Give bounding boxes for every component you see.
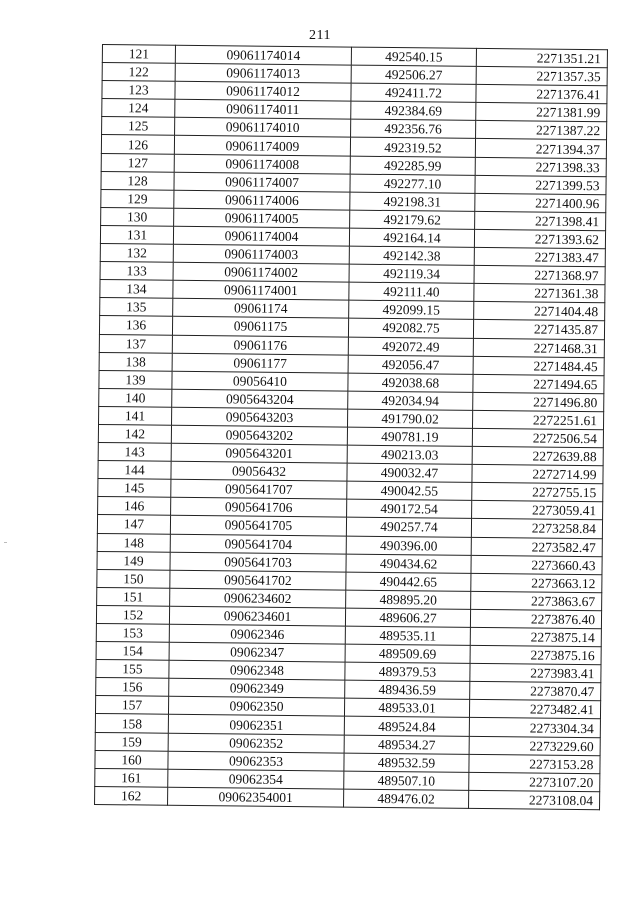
y-coordinate-cell: 2271387.22 [476,121,607,140]
y-coordinate-cell: 2271376.41 [476,85,607,104]
point-code-cell: 09061174011 [175,100,351,120]
row-number-cell: 140 [99,388,172,407]
row-number-cell: 144 [98,461,171,480]
point-code-cell: 09062346 [169,624,345,644]
y-coordinate-cell: 2272639.88 [472,446,603,465]
y-coordinate-cell: 2272755.15 [472,483,603,502]
row-number-cell: 162 [95,786,168,805]
point-code-cell: 09062349 [169,679,345,699]
x-coordinate-cell: 492277.10 [350,174,475,193]
x-coordinate-cell: 489533.01 [344,698,469,717]
point-code-cell: 09061174005 [174,208,350,228]
row-number-cell: 143 [98,443,171,462]
x-coordinate-cell: 489379.53 [345,662,470,681]
point-code-cell: 09061175 [172,317,348,337]
row-number-cell: 137 [99,334,172,353]
point-code-cell: 0905643203 [172,407,348,427]
y-coordinate-cell: 2271494.65 [473,374,604,393]
row-number-cell: 159 [95,732,168,751]
point-code-cell: 09062351 [168,715,344,735]
point-code-cell: 09061174008 [174,154,350,174]
x-coordinate-cell: 490172.54 [347,499,472,518]
point-code-cell: 09061174002 [173,262,349,282]
row-number-cell: 150 [97,569,170,588]
x-coordinate-cell: 489507.10 [344,771,469,790]
point-code-cell: 09062347 [169,642,345,662]
scan-speck [4,542,7,543]
row-number-cell: 155 [96,660,169,679]
x-coordinate-cell: 492356.76 [351,119,476,138]
y-coordinate-cell: 2271393.62 [474,229,605,248]
table-body [95,45,608,810]
x-coordinate-cell: 492056.47 [348,355,473,374]
x-coordinate-cell: 492179.62 [350,210,475,229]
x-coordinate-cell: 492285.99 [350,156,475,175]
point-code-cell: 09061174 [173,299,349,319]
coordinate-table [94,44,608,810]
point-code-cell: 0905641707 [171,479,347,499]
x-coordinate-cell: 492164.14 [349,228,474,247]
row-number-cell: 126 [101,135,174,154]
row-number-cell: 128 [101,171,174,190]
x-coordinate-cell: 492506.27 [351,65,476,84]
point-code-cell: 0905641702 [170,570,346,590]
row-number-cell: 160 [95,750,168,769]
row-number-cell: 134 [100,280,173,299]
row-number-cell: 146 [98,497,171,516]
y-coordinate-cell: 2271351.21 [476,48,607,67]
y-coordinate-cell: 2273983.41 [470,664,601,683]
point-code-cell: 09056410 [172,371,348,391]
y-coordinate-cell: 2271398.41 [475,211,606,230]
point-code-cell: 0905643202 [171,425,347,445]
y-coordinate-cell: 2273876.40 [470,609,601,628]
x-coordinate-cell: 492099.15 [349,300,474,319]
row-number-cell: 149 [97,551,170,570]
y-coordinate-cell: 2271357.35 [476,67,607,86]
x-coordinate-cell: 489606.27 [345,608,470,627]
row-number-cell: 156 [96,678,169,697]
y-coordinate-cell: 2273875.14 [470,627,601,646]
point-code-cell: 0905641703 [170,552,346,572]
y-coordinate-cell: 2273229.60 [469,736,600,755]
row-number-cell: 161 [95,768,168,787]
x-coordinate-cell: 489534.27 [344,735,469,754]
row-number-cell: 141 [99,406,172,425]
row-number-cell: 157 [95,696,168,715]
y-coordinate-cell: 2271496.80 [473,392,604,411]
x-coordinate-cell: 490042.55 [347,481,472,500]
y-coordinate-cell: 2271394.37 [475,139,606,158]
y-coordinate-cell: 2271404.48 [474,302,605,321]
row-number-cell: 154 [96,642,169,661]
x-coordinate-cell: 492072.49 [348,337,473,356]
row-number-cell: 122 [102,63,175,82]
y-coordinate-cell: 2271400.96 [475,193,606,212]
x-coordinate-cell: 492119.34 [349,264,474,283]
y-coordinate-cell: 2273059.41 [472,501,603,520]
y-coordinate-cell: 2273482.41 [469,700,600,719]
point-code-cell: 0906234602 [170,588,346,608]
row-number-cell: 121 [102,45,175,64]
row-number-cell: 152 [96,605,169,624]
point-code-cell: 09061176 [172,335,348,355]
row-number-cell: 142 [98,424,171,443]
row-number-cell: 136 [99,316,172,335]
row-number-cell: 127 [101,153,174,172]
row-number-cell: 129 [101,189,174,208]
point-code-cell: 09062352 [168,733,344,753]
row-number-cell: 147 [97,515,170,534]
point-code-cell: 09061177 [172,353,348,373]
point-code-cell: 09062348 [169,660,345,680]
y-coordinate-cell: 2273107.20 [469,772,600,791]
y-coordinate-cell: 2273258.84 [471,519,602,538]
x-coordinate-cell: 492411.72 [351,83,476,102]
point-code-cell: 09062353 [168,751,344,771]
row-number-cell: 124 [102,99,175,118]
y-coordinate-cell: 2273582.47 [471,537,602,556]
y-coordinate-cell: 2271468.31 [473,338,604,357]
point-code-cell: 09061174007 [174,172,350,192]
point-code-cell: 0905641706 [171,498,347,518]
y-coordinate-cell: 2271399.53 [475,175,606,194]
point-code-cell: 09061174013 [175,63,351,83]
x-coordinate-cell: 489535.11 [345,626,470,645]
x-coordinate-cell: 491790.02 [348,409,473,428]
y-coordinate-cell: 2273660.43 [471,555,602,574]
point-code-cell: 09061174001 [173,280,349,300]
y-coordinate-cell: 2271361.38 [474,284,605,303]
x-coordinate-cell: 490213.03 [347,445,472,464]
point-code-cell: 09061174003 [173,244,349,264]
x-coordinate-cell: 489895.20 [346,590,471,609]
y-coordinate-cell: 2271383.47 [474,247,605,266]
x-coordinate-cell: 490442.65 [346,572,471,591]
point-code-cell: 0905643201 [171,443,347,463]
y-coordinate-cell: 2271368.97 [474,266,605,285]
row-number-cell: 132 [100,244,173,263]
x-coordinate-cell: 492082.75 [348,319,473,338]
x-coordinate-cell: 489476.02 [344,789,469,808]
point-code-cell: 0905641704 [170,534,346,554]
row-number-cell: 130 [101,207,174,226]
y-coordinate-cell: 2272251.61 [472,410,603,429]
x-coordinate-cell: 492034.94 [348,391,473,410]
point-code-cell: 09061174010 [175,118,351,138]
row-number-cell: 139 [99,370,172,389]
point-code-cell: 09061174004 [173,226,349,246]
y-coordinate-cell: 2273153.28 [469,754,600,773]
x-coordinate-cell: 492038.68 [348,373,473,392]
table-row [95,786,600,809]
y-coordinate-cell: 2272714.99 [472,465,603,484]
x-coordinate-cell: 489524.84 [344,717,469,736]
x-coordinate-cell: 492319.52 [350,138,475,157]
y-coordinate-cell: 2273863.67 [471,591,602,610]
point-code-cell: 09062354 [168,769,344,789]
x-coordinate-cell: 490434.62 [346,554,471,573]
x-coordinate-cell: 490032.47 [347,463,472,482]
point-code-cell: 09061174014 [175,45,351,65]
y-coordinate-cell: 2271398.33 [475,157,606,176]
x-coordinate-cell: 489532.59 [344,753,469,772]
point-code-cell: 0905641705 [170,516,346,536]
row-number-cell: 158 [95,714,168,733]
x-coordinate-cell: 490781.19 [347,427,472,446]
coordinate-table-sheet [94,44,601,810]
y-coordinate-cell: 2273875.16 [470,645,601,664]
y-coordinate-cell: 2271484.45 [473,356,604,375]
row-number-cell: 135 [100,298,173,317]
point-code-cell: 09062354001 [168,787,344,807]
point-code-cell: 09056432 [171,461,347,481]
x-coordinate-cell: 492198.31 [350,192,475,211]
y-coordinate-cell: 2271381.99 [476,103,607,122]
y-coordinate-cell: 2273304.34 [469,718,600,737]
x-coordinate-cell: 492111.40 [349,282,474,301]
x-coordinate-cell: 489436.59 [345,680,470,699]
x-coordinate-cell: 489509.69 [345,644,470,663]
page-number: 211 [309,28,331,43]
row-number-cell: 133 [100,262,173,281]
point-code-cell: 0906234601 [169,606,345,626]
y-coordinate-cell: 2272506.54 [472,428,603,447]
row-number-cell: 131 [100,225,173,244]
point-code-cell: 09061174009 [174,136,350,156]
y-coordinate-cell: 2273870.47 [470,682,601,701]
row-number-cell: 153 [96,623,169,642]
point-code-cell: 09061174012 [175,81,351,101]
x-coordinate-cell: 492142.38 [349,246,474,265]
point-code-cell: 0905643204 [172,389,348,409]
x-coordinate-cell: 492384.69 [351,101,476,120]
point-code-cell: 09061174006 [174,190,350,210]
y-coordinate-cell: 2273108.04 [469,790,600,809]
y-coordinate-cell: 2271435.87 [473,320,604,339]
row-number-cell: 125 [102,117,175,136]
row-number-cell: 123 [102,81,175,100]
point-code-cell: 09062350 [168,697,344,717]
row-number-cell: 151 [97,587,170,606]
x-coordinate-cell: 490396.00 [346,536,471,555]
row-number-cell: 138 [99,352,172,371]
y-coordinate-cell: 2273663.12 [471,573,602,592]
x-coordinate-cell: 492540.15 [351,47,476,66]
row-number-cell: 145 [98,479,171,498]
row-number-cell: 148 [97,533,170,552]
x-coordinate-cell: 490257.74 [346,518,471,537]
